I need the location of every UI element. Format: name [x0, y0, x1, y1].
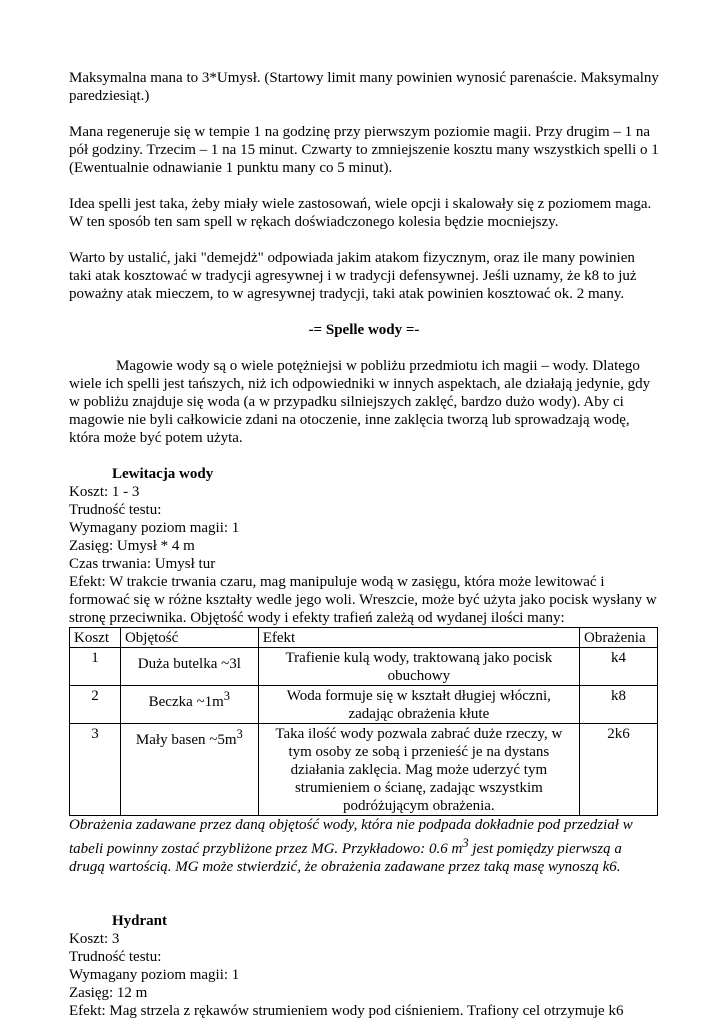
cell-cost: 3: [70, 724, 121, 816]
cell-volume: Beczka $\sim 1m^3$: [120, 686, 258, 724]
cell-damage: k8: [580, 686, 658, 724]
cell-effect: Woda formuje się w kształt długiej włóczni, zadając obrażenia kłute: [258, 686, 579, 724]
spell-level: Wymagany poziom magii: 1: [69, 967, 240, 983]
cell-effect: Trafienie kulą wody, traktowaną jako pocisk obuchowy: [258, 648, 579, 686]
spell-range: Zasięg: 12 m: [69, 985, 148, 1001]
cell-damage: k4: [580, 648, 658, 686]
paragraph-mana-regen: Mana regeneruje się w tempie 1 na godzinę przy pierwszym poziomie magii. Przy drugim – 1 na pół godziny. Trzecim – 1 na 15 minut. Czwarty to zmniejszenie kosztu many wszystkich spelli o 1 (Ewentualnie odnawianie 1 punktu many co 5 minut).: [69, 124, 659, 176]
spell-effect: Efekt: Mag strzela z rękawów strumieniem wody pod ciśnieniem. Trafiony cel otrzymuje k6: [69, 1003, 624, 1019]
document-page: [69, 69, 659, 1020]
table-row: [70, 648, 658, 686]
paragraph-spell-idea: Idea spelli jest taka, żeby miały wiele zastosowań, wiele opcji i skalowały się z poziomem maga. W ten sposób ten sam spell w rękach doświadczonego kolesia będzie mocniejszy.: [69, 196, 652, 230]
paragraph-damage-cost: Warto by ustalić, jaki "demejdż" odpowiada jakim atakom fizycznym, oraz ile many powinien taki atak kosztować w tradycji agresywnej i w tradycji defensywnej. Jeśli uznamy, że k8 to już poważny atak mieczem, to w agresywnej tradycji, taki atak powinien kosztować ok. 2 many.: [69, 250, 637, 302]
cell-volume: Mały basen $\sim 5m^3$: [120, 724, 258, 816]
cell-cost: 1: [70, 648, 121, 686]
spell-cost: Koszt: 3: [69, 931, 120, 947]
spell-title-hydrant: Hydrant: [112, 913, 168, 929]
cell-damage: 2k6: [580, 724, 658, 816]
table-header-row: [70, 628, 658, 648]
spell-level: Wymagany poziom magii: 1: [69, 520, 240, 536]
paragraph-max-mana: Maksymalna mana to 3*Umysł. (Startowy limit many powinien wynosić parenaście. Maksymalny paredziesiąt.): [69, 70, 659, 104]
spell-title-levitation: Lewitacja wody: [112, 466, 214, 482]
table-header: Efekt: [258, 628, 579, 648]
damage-note: Obrażenia zadawane przez daną objętość wody, która nie podpada dokładnie pod przedział w tabeli powinny zostać przybliżone przez MG. Przykładowo: 0.6 $m^3$ jest pomiędzy pierwszą a drugą wartością. MG może stwierdzić, że obrażenia zadawane przez taką masę wynoszą k6.: [69, 817, 633, 875]
table-row: [70, 724, 658, 816]
spell-difficulty: Trudność testu:: [69, 949, 162, 965]
spell-range: Zasięg: Umysł * 4 m: [69, 538, 195, 554]
spell-cost: Koszt: 1 - 3: [69, 484, 140, 500]
section-intro: Magowie wody są o wiele potężniejsi w pobliżu przedmiotu ich magii – wody. Dlatego wiele ich spelli jest tańszych, niż ich odpowiedniki w innych aspektach, ale działają jedynie, gdy w pobliżu znajduje się woda (a w przypadku silniejszych zaklęć, bardzo dużo wody). Aby ci magowie nie byli całkowicie zdani na otoczenie, inne zaklęcia tworzą lub sprowadzają wodę, która może być potem użyta.: [69, 358, 651, 446]
water-volume-table: [69, 627, 658, 816]
section-title: -= Spelle wody =-: [308, 322, 420, 338]
table-header: Koszt: [70, 628, 121, 648]
spell-duration: Czas trwania: Umysł tur: [69, 556, 216, 572]
spell-effect: Efekt: W trakcie trwania czaru, mag manipuluje wodą w zasięgu, która może lewitować i formować się w różne kształty wedle jego woli. Wreszcie, może być użyta jako pocisk wysłany w stronę przeciwnika. Objętość wody i efekty trafień zależą od wydanej ilości many:: [69, 574, 657, 626]
cell-volume: Duża butelka ~3l: [120, 648, 258, 686]
table-row: [70, 686, 658, 724]
cell-effect: Taka ilość wody pozwala zabrać duże rzeczy, w tym osoby ze sobą i przenieść je na dystans działania zaklęcia. Mag może uderzyć tym strumieniem o ścianę, zadając wszystkim podróżującym obrażenia.: [258, 724, 579, 816]
cell-cost: 2: [70, 686, 121, 724]
table-header: Objętość: [120, 628, 258, 648]
spell-difficulty: Trudność testu:: [69, 502, 162, 518]
table-header: Obrażenia: [580, 628, 658, 648]
